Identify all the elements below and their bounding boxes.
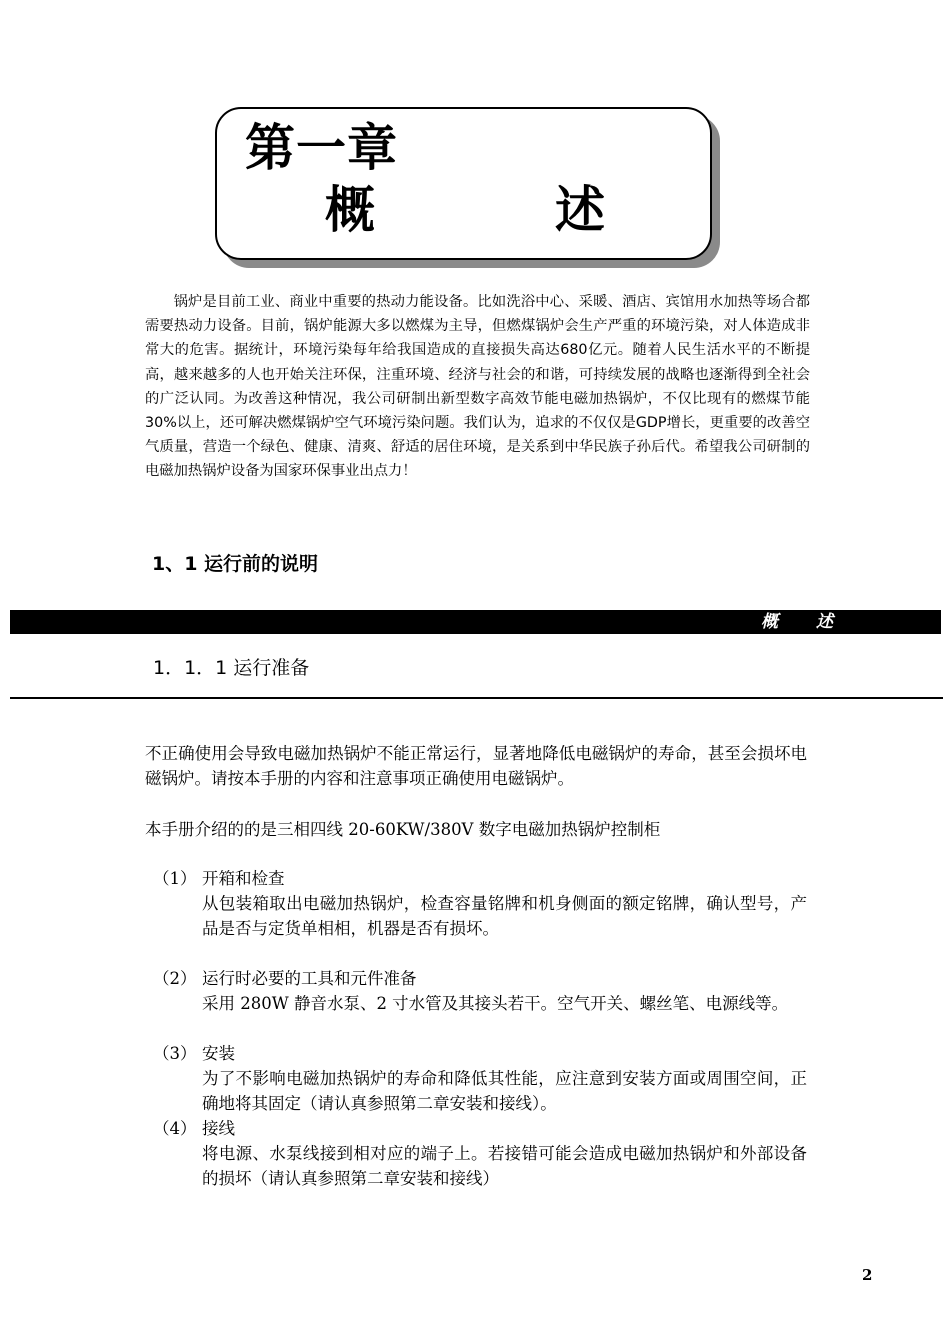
list-item-description: 采用 280W 静音水泵、2 寸水管及其接头若干。空气开关、螺丝笔、电源线等。 — [202, 994, 789, 1013]
list-item-title: 接线 — [202, 1119, 235, 1138]
running-header-bar — [10, 610, 941, 634]
list-item-number: （1） — [153, 869, 197, 888]
horizontal-rule — [10, 697, 943, 699]
page-number: 2 — [862, 1266, 873, 1284]
list-item-description: 从包装箱取出电磁加热锅炉，检查容量铭牌和机身侧面的额定铭牌，确认型号，产品是否与定货单相相，机器是否有损坏。 — [202, 894, 807, 938]
list-item-title: 安装 — [202, 1044, 235, 1063]
intro-paragraph: 锅炉是目前工业、商业中重要的热动力能设备。比如洗浴中心、采暖、酒店、宾馆用水加热等场合都需要热动力设备。目前，锅炉能源大多以燃煤为主导，但燃煤锅炉会生产严重的环境污染，对人体造成非常大的危害。据统计，环境污染每年给我国造成的直接损失高达680亿元。随着人民生活水平的不断提高，越来越多的人也开始关注环保，注重环境、经济与社会的和谐，可持续发展的战略也逐渐得到全社会的广泛认同。为改善这种情况，我公司研制出新型数字高效节能电磁加热锅炉，不仅比现有的燃煤节能30%以上，还可解决燃煤锅炉空气环境污染问题。我们认为，追求的不仅仅是GDP增长，更重要的改善空气质量，营造一个绿色、健康、清爽、舒适的居住环境，是关系到中华民族子孙后代。希望我公司研制的电磁加热锅炉设备为国家环保事业出点力！ — [145, 294, 810, 480]
list-item-number: （3） — [153, 1044, 197, 1063]
chapter-subtitle-char: 述 — [555, 181, 605, 239]
list-item-number: （2） — [153, 969, 197, 988]
list-item-description: 将电源、水泵线接到相对应的端子上。若接错可能会造成电磁加热锅炉和外部设备的损坏（请认真参照第二章安装和接线） — [202, 1144, 807, 1188]
body-paragraph: 不正确使用会导致电磁加热锅炉不能正常运行，显著地降低电磁锅炉的寿命，甚至会损坏电磁锅炉。请按本手册的内容和注意事项正确使用电磁锅炉。 — [145, 744, 807, 788]
list-item-description: 为了不影响电磁加热锅炉的寿命和降低其性能，应注意到安装方面或周围空间，正确地将其固定（请认真参照第二章安装和接线）。 — [202, 1069, 807, 1113]
body-paragraph: 本手册介绍的的是三相四线 20-60KW/380V 数字电磁加热锅炉控制柜 — [145, 820, 661, 839]
subsection-heading: 1．1．1 运行准备 — [153, 657, 310, 679]
chapter-subtitle — [325, 180, 605, 240]
chapter-subtitle-char: 概 — [325, 181, 375, 239]
section-heading: 1、1 运行前的说明 — [152, 553, 319, 575]
list-item-title: 开箱和检查 — [202, 869, 285, 888]
list-item-title: 运行时必要的工具和元件准备 — [202, 969, 417, 988]
chapter-title: 第一章 — [245, 119, 398, 177]
running-header-label: 概述 — [761, 612, 871, 632]
list-item-number: （4） — [153, 1119, 197, 1138]
